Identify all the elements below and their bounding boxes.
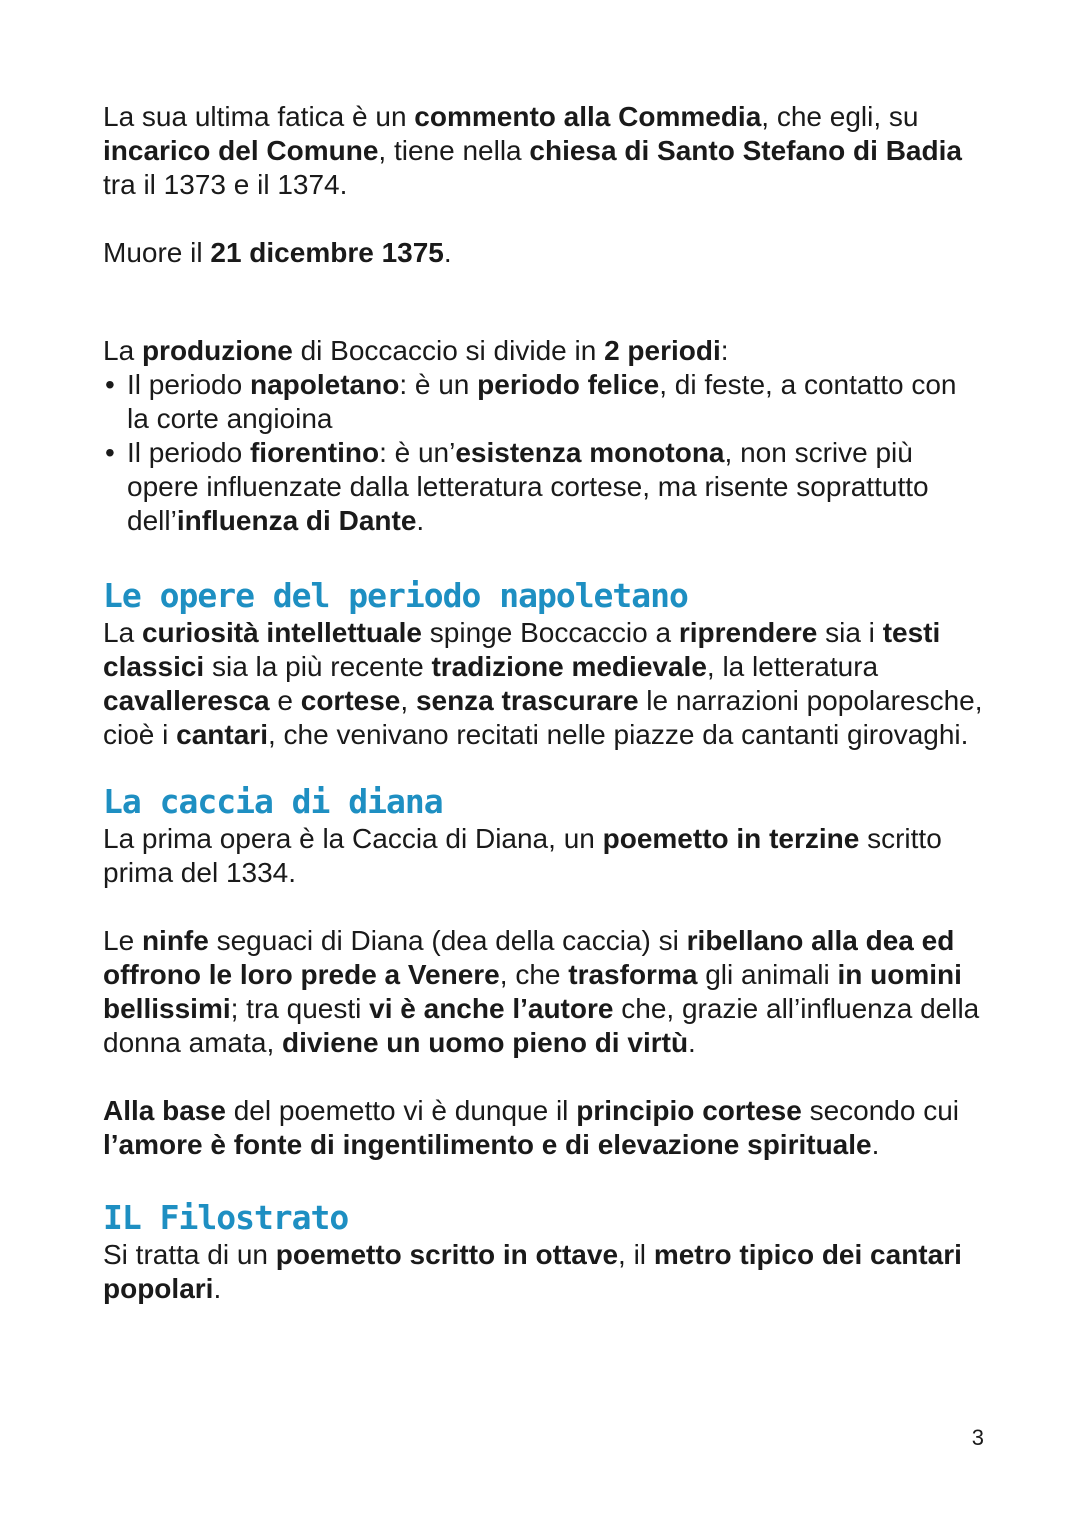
text: La prima opera è la Caccia di Diana, un (103, 823, 603, 854)
text: : è un (399, 369, 478, 400)
bold-text: metro tipico dei cantari popolari (103, 1239, 962, 1304)
bold-text: incarico del Comune (103, 135, 379, 166)
bold-text: commento alla Commedia (414, 101, 762, 132)
paragraph-alla-base (103, 1094, 983, 1162)
paragraph-curiosita (103, 616, 983, 752)
bold-text: in uomini bellissimi (103, 959, 962, 1024)
text: Il periodo (127, 437, 250, 468)
paragraph-ultima-fatica (103, 100, 983, 202)
text: . (416, 505, 425, 536)
paragraph-prima-opera (103, 822, 983, 890)
bold-text: diviene un uomo pieno di virtù (282, 1027, 689, 1058)
text: La sua ultima fatica è un (103, 101, 415, 132)
text: secondo cui (801, 1095, 960, 1126)
bold-text: produzione (141, 335, 293, 366)
heading-opere-napoletano: Le opere del periodo napoletano (103, 576, 688, 615)
bold-text: curiosità intellettuale (141, 617, 423, 648)
bold-text: periodo felice (477, 369, 660, 400)
text: , la letteratura (706, 651, 879, 682)
paragraph-produzione (103, 334, 983, 368)
bold-text: tradizione medievale (431, 651, 707, 682)
text: Si tratta di un (103, 1239, 276, 1270)
text: : è un’ (379, 437, 456, 468)
bold-text: poemetto scritto in ottave (275, 1239, 619, 1270)
text: e (269, 685, 301, 716)
bold-text: ninfe (141, 925, 209, 956)
text: La (103, 617, 142, 648)
bold-text: cortese (300, 685, 401, 716)
periods-list (103, 368, 983, 538)
bold-text: vi è anche l’autore (369, 993, 614, 1024)
bold-text: 21 dicembre 1375 (210, 237, 444, 268)
text: che, grazie all’influenza della donna amata, (103, 993, 980, 1058)
text: sia i (817, 617, 883, 648)
text: , non scrive più opere influenzate dalla letteratura cortese, ma risente soprattutto dell’ (127, 437, 929, 536)
text: , (400, 685, 416, 716)
text: spinge Boccaccio a (422, 617, 679, 648)
bold-text: napoletano (249, 369, 400, 400)
heading-caccia-di-diana: La caccia di diana (103, 782, 443, 821)
text: La (103, 335, 142, 366)
bold-text: chiesa di Santo Stefano di Badia (529, 135, 962, 166)
bold-text: cantari (176, 719, 268, 750)
list-item-napoletano (103, 368, 983, 436)
text: , che venivano recitati nelle piazze da cantanti girovaghi. (267, 719, 969, 750)
list-item-fiorentino (103, 436, 983, 538)
bold-text: trasforma (568, 959, 698, 990)
text: di Boccaccio si divide in (292, 335, 605, 366)
text: Le (103, 925, 142, 956)
text: seguaci di Diana (dea della caccia) si (208, 925, 687, 956)
bold-text: Alla base (103, 1095, 226, 1126)
text: sia la più recente (204, 651, 432, 682)
text: gli animali (697, 959, 838, 990)
bold-text: influenza di Dante (176, 505, 417, 536)
text: , che (499, 959, 569, 990)
heading-filostrato: IL Filostrato (103, 1198, 349, 1237)
text: scritto prima del 1334. (103, 823, 942, 888)
text: . (213, 1273, 222, 1304)
bold-text: esistenza monotona (455, 437, 725, 468)
page-content (103, 100, 983, 1306)
bold-text: testi classici (103, 617, 941, 682)
paragraph-filostrato (103, 1238, 983, 1306)
text: le narrazioni popolaresche, cioè i (103, 685, 983, 750)
text: . (443, 237, 452, 268)
bold-text: poemetto in terzine (602, 823, 860, 854)
page-number: 3 (971, 1425, 984, 1450)
paragraph-morte (103, 236, 983, 270)
text: , tiene nella (378, 135, 530, 166)
text: del poemetto vi è dunque il (225, 1095, 577, 1126)
bold-text: 2 periodi (604, 335, 721, 366)
bold-text: riprendere (678, 617, 818, 648)
text: ; tra questi (230, 993, 370, 1024)
bold-text: principio cortese (576, 1095, 802, 1126)
text: Il periodo (127, 369, 250, 400)
text: . (688, 1027, 696, 1058)
text: . (871, 1129, 880, 1160)
text: : (720, 335, 729, 366)
text: , il (618, 1239, 654, 1270)
bold-text: l’amore è fonte di ingentilimento e di elevazione spirituale (103, 1129, 872, 1160)
bold-text: senza trascurare (415, 685, 639, 716)
bold-text: fiorentino (249, 437, 380, 468)
text: tra il 1373 e il 1374. (103, 169, 348, 200)
bold-text: cavalleresca (103, 685, 270, 716)
bold-text: ribellano alla dea ed offrono le loro prede a Venere (103, 925, 955, 990)
text: , di feste, a contatto con la corte angioina (127, 369, 957, 434)
text: Muore il (103, 237, 211, 268)
paragraph-ninfe (103, 924, 983, 1060)
text: , che egli, su (761, 101, 919, 132)
